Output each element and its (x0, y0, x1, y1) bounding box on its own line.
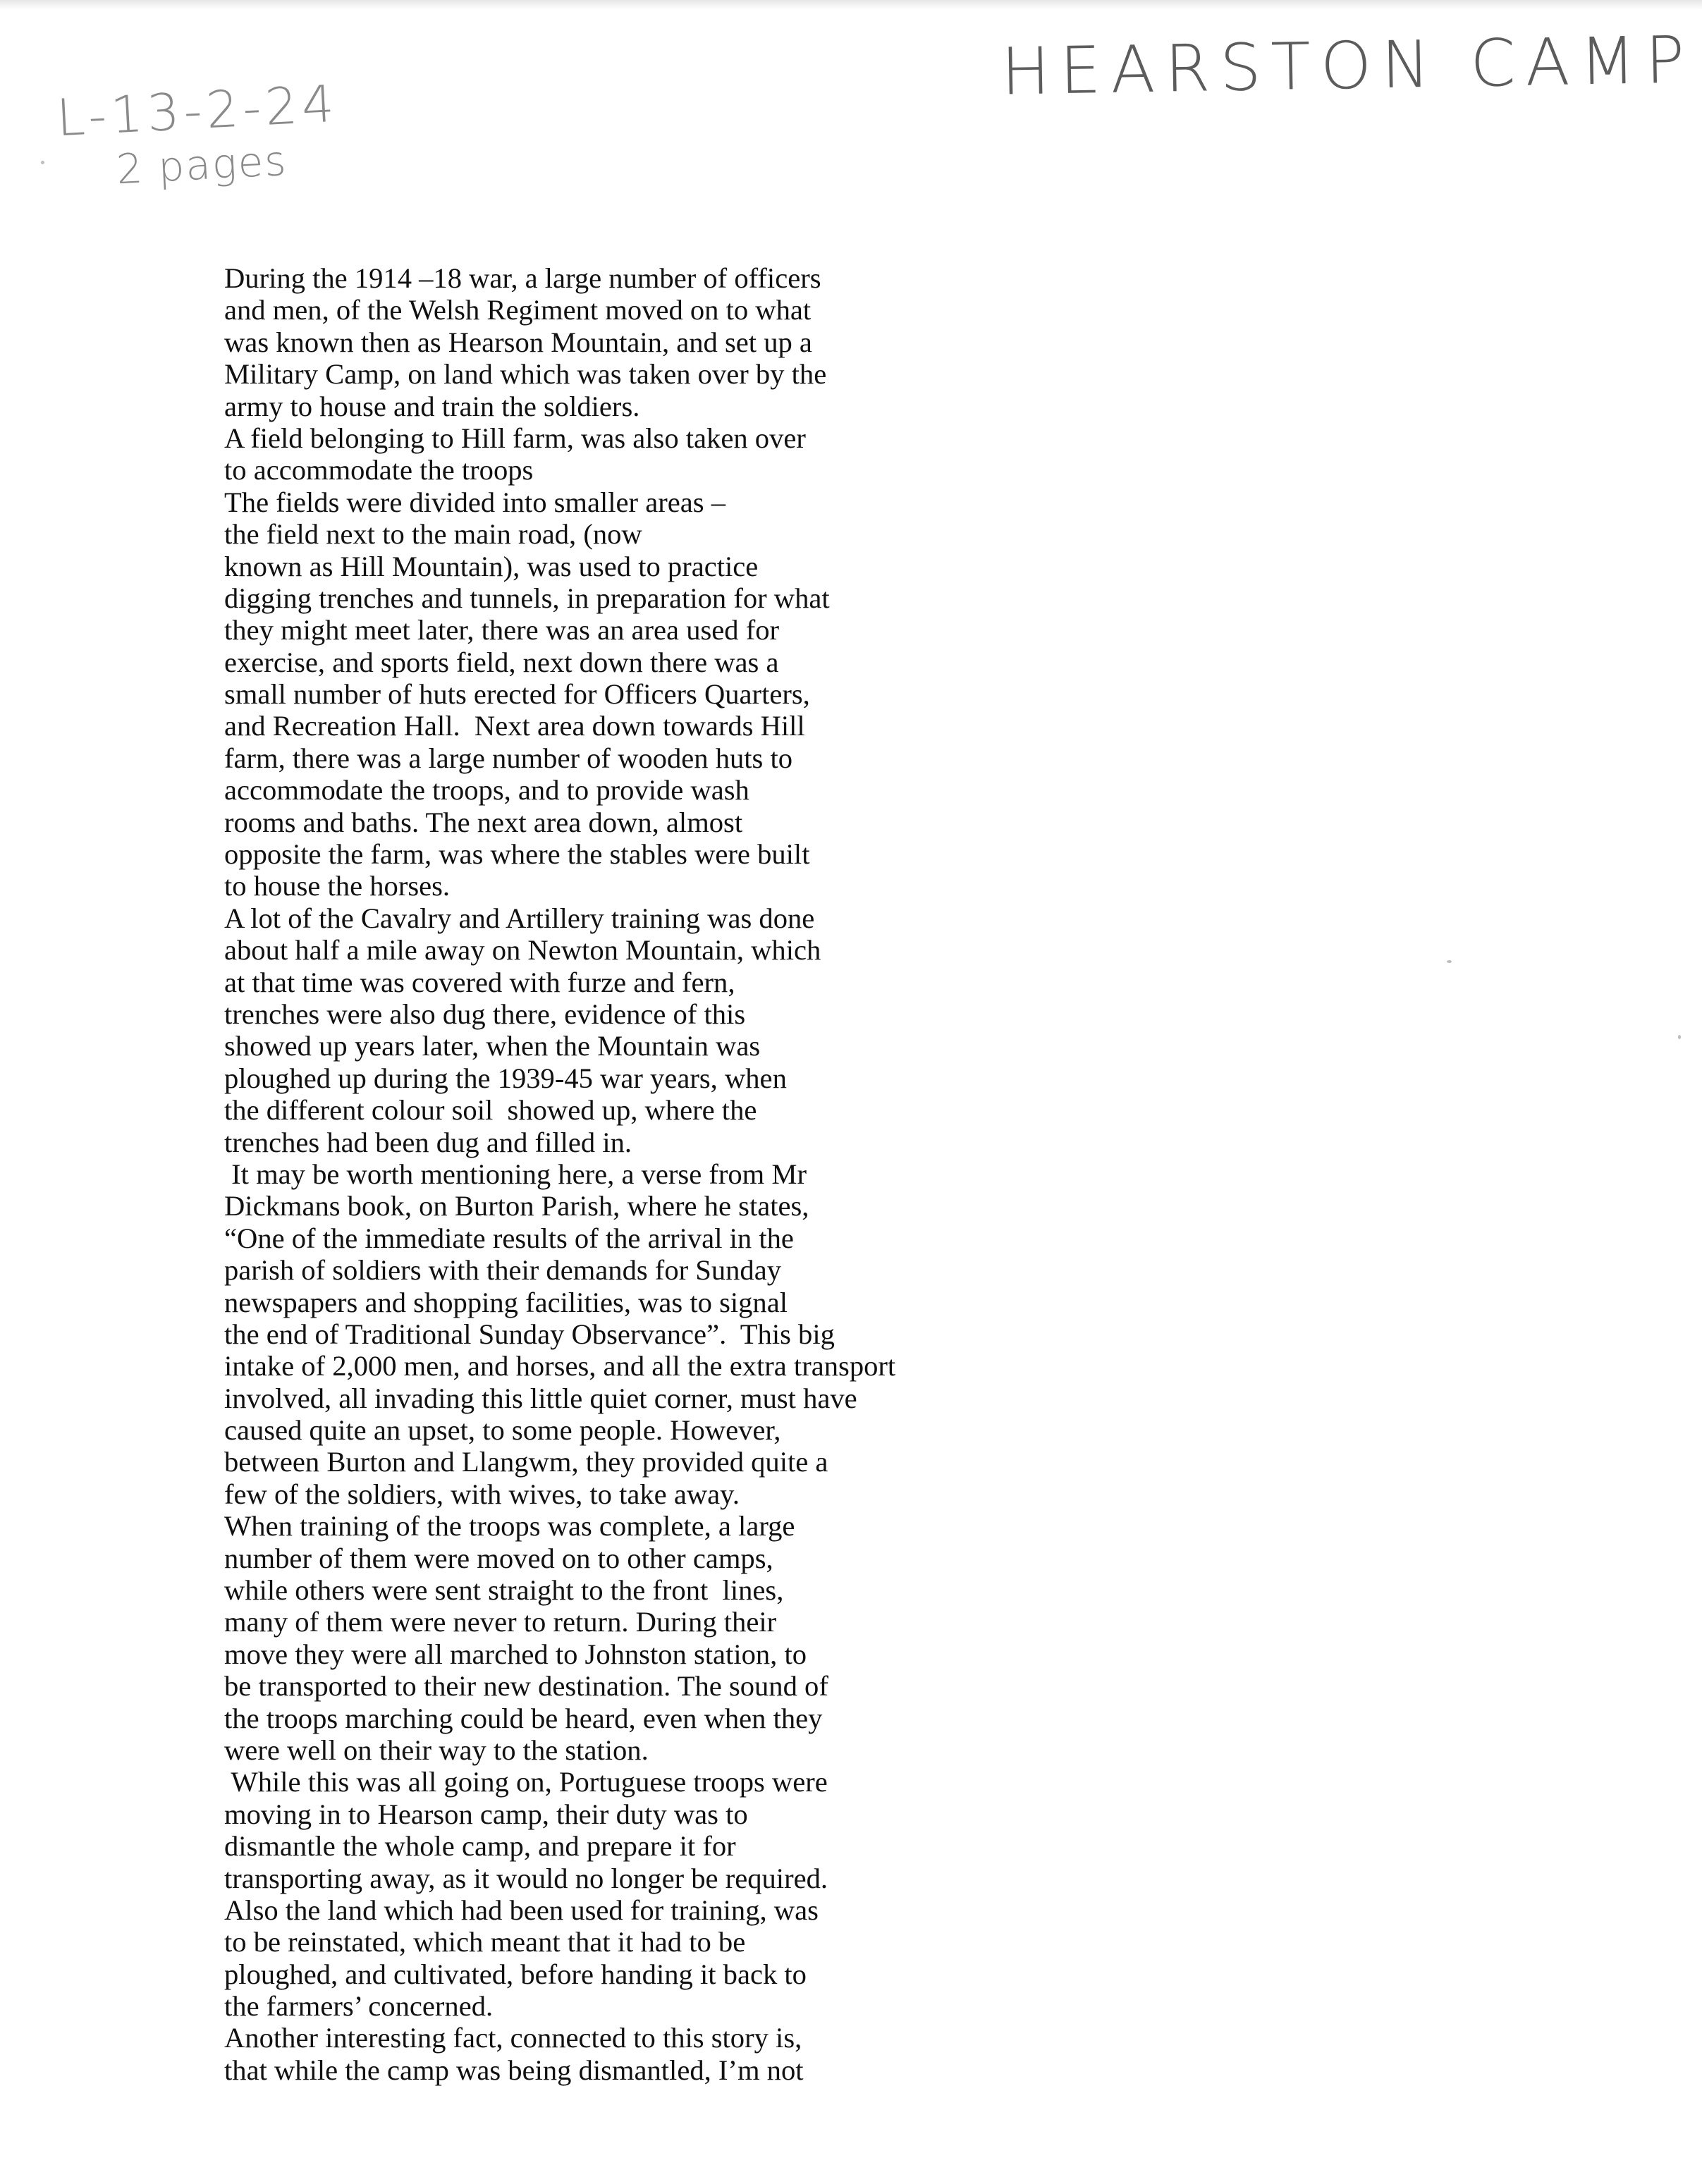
text-line: to house the horses. (224, 870, 451, 902)
handwritten-reference: L-13-2-24 (55, 73, 340, 148)
text-line: and men, of the Welsh Regiment moved on to what (224, 294, 812, 326)
text-line: ploughed up during the 1939-45 war years, when (224, 1062, 787, 1094)
text-line: small number of huts erected for Officers Quarters, (224, 678, 810, 711)
text-line: number of them were moved on to other camps, (224, 1542, 773, 1574)
text-line: While this was all going on, Portuguese troops were (224, 1766, 828, 1798)
text-line: A field belonging to Hill farm, was also taken over (224, 422, 806, 454)
text-line: the field next to the main road, (now (224, 518, 642, 551)
text-line: many of them were never to return. During their (224, 1606, 777, 1638)
text-line: intake of 2,000 men, and horses, and all the extra transport (224, 1350, 896, 1382)
text-line: opposite the farm, was where the stables were built (224, 838, 810, 871)
text-line: newspapers and shopping facilities, was to signal (224, 1286, 788, 1318)
text-line: ploughed, and cultivated, before handing it back to (224, 1958, 807, 1990)
text-line: parish of soldiers with their demands for Sunday (224, 1254, 782, 1287)
text-line: exercise, and sports field, next down there was a (224, 646, 779, 678)
text-line: the farmers’ concerned. (224, 1990, 494, 2023)
text-line: During the 1914 –18 war, a large number of officers (224, 262, 821, 294)
text-line: the different colour soil showed up, where the (224, 1094, 757, 1127)
text-line: rooms and baths. The next area down, almost (224, 806, 743, 838)
handwritten-page-count: 2 pages (115, 136, 289, 194)
text-line: involved, all invading this little quiet corner, must have (224, 1382, 857, 1414)
text-line: accommodate the troops, and to provide wash (224, 774, 749, 806)
text-line: and Recreation Hall. Next area down towards Hill (224, 710, 805, 742)
text-line: moving in to Hearson camp, their duty was to (224, 1798, 748, 1830)
text-line: to be reinstated, which meant that it had to be (224, 1926, 746, 1958)
text-line: about half a mile away on Newton Mountain, which (224, 934, 821, 967)
scan-speck (41, 161, 44, 164)
document-body (224, 262, 895, 2086)
text-line: Military Camp, on land which was taken over by the (224, 358, 827, 391)
text-line: at that time was covered with furze and fern, (224, 966, 735, 998)
text-line: they might meet later, there was an area used for (224, 614, 780, 646)
text-line: “One of the immediate results of the arrival in the (224, 1222, 794, 1254)
text-line: between Burton and Llangwm, they provided quite a (224, 1446, 828, 1478)
text-line: A lot of the Cavalry and Artillery training was done (224, 902, 815, 934)
text-line: Dickmans book, on Burton Parish, where he states, (224, 1190, 809, 1222)
text-line: When training of the troops was complete, a large (224, 1510, 795, 1542)
text-line: caused quite an upset, to some people. However, (224, 1414, 781, 1447)
text-line: dismantle the whole camp, and prepare it for (224, 1830, 736, 1863)
text-line: Another interesting fact, connected to this story is, (224, 2022, 802, 2054)
text-line: were well on their way to the station. (224, 1734, 649, 1766)
text-line: army to house and train the soldiers. (224, 390, 640, 422)
text-line: trenches were also dug there, evidence of this (224, 998, 746, 1030)
text-line: known as Hill Mountain), was used to practice (224, 550, 759, 582)
handwritten-title: HEARSTON CAMP (1000, 22, 1696, 110)
text-line: transporting away, as it would no longer be required. (224, 1862, 828, 1894)
text-line: farm, there was a large number of wooden huts to (224, 742, 793, 774)
text-line: was known then as Hearson Mountain, and set up a (224, 326, 812, 358)
scan-edge-shadow (0, 0, 1702, 10)
text-line: that while the camp was being dismantled, I’m not (224, 2054, 804, 2086)
text-line: the troops marching could be heard, even when they (224, 1702, 823, 1734)
text-line: be transported to their new destination. The sound of (224, 1670, 828, 1703)
scan-speck (1678, 1035, 1681, 1039)
text-line: digging trenches and tunnels, in preparation for what (224, 582, 830, 614)
text-line: It may be worth mentioning here, a verse from Mr (224, 1158, 807, 1190)
text-line: the end of Traditional Sunday Observance”. This big (224, 1318, 835, 1350)
text-line: few of the soldiers, with wives, to take away. (224, 1478, 740, 1510)
text-line: The fields were divided into smaller areas – (224, 486, 726, 518)
text-line: trenches had been dug and filled in. (224, 1126, 632, 1158)
text-line: showed up years later, when the Mountain was (224, 1030, 761, 1062)
text-line: while others were sent straight to the front lines, (224, 1574, 784, 1607)
text-line: Also the land which had been used for training, was (224, 1894, 819, 1926)
text-line: move they were all marched to Johnston station, to (224, 1638, 807, 1670)
text-line: to accommodate the troops (224, 454, 534, 486)
scan-speck (1447, 960, 1452, 963)
